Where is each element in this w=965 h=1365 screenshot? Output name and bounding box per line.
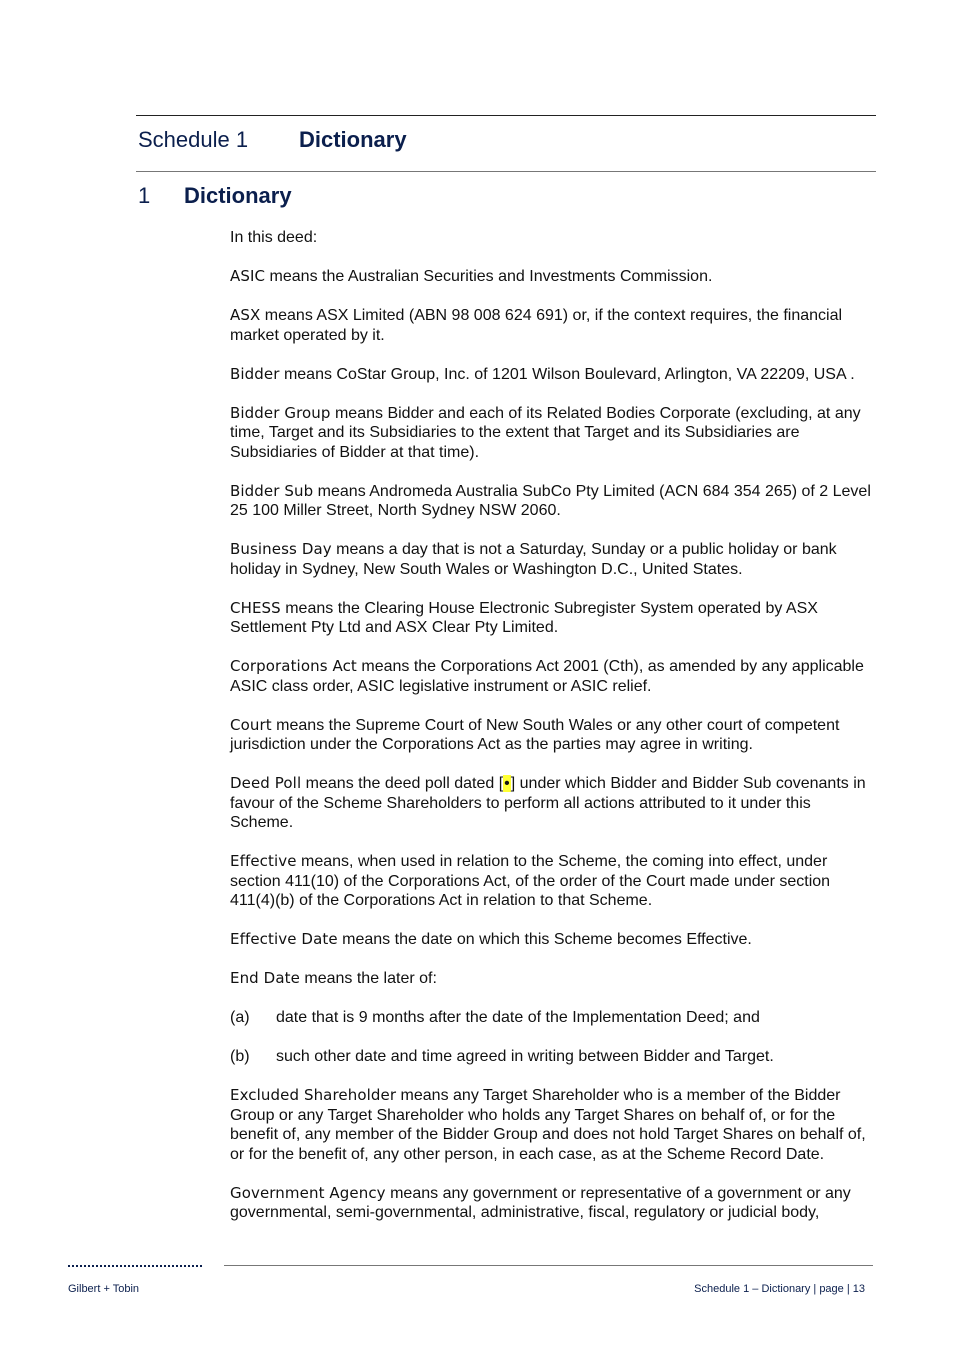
section-number: 1: [138, 183, 151, 208]
footer-firm-name: Gilbert + Tobin: [68, 1283, 140, 1295]
list-item-text: such other date and time agreed in writing between Bidder and Target.: [276, 1048, 774, 1065]
schedule-title: Dictionary: [299, 127, 407, 152]
definition-asic: [230, 267, 875, 287]
defined-term: Corporations Act: [230, 657, 357, 675]
definition-text: means, when used in relation to the Scheme, the coming into effect, under section 411(10) of the Corporations Act, of the order of the Court made under section 411(4)(b) of the Corporations Act in relation to that Scheme.: [230, 853, 831, 909]
definition-chess: [230, 599, 875, 638]
footer-rule: [224, 1265, 873, 1266]
defined-term: Effective Date: [230, 930, 338, 948]
dictionary-body: [230, 228, 875, 1242]
defined-term: Bidder: [230, 364, 280, 383]
defined-term: End Date: [230, 969, 300, 987]
definition-text: means the Clearing House Electronic Subregister System operated by ASX Settlement Pty Ltd and ASX Clear Pty Limited.: [230, 599, 818, 636]
header-top-rule: [136, 115, 876, 116]
placeholder-highlight: •: [504, 775, 510, 792]
definition-text: ] under which Bidder and Bidder Sub covenants in favour of the Scheme Shareholders to perform all actions attributed to it under this Scheme.: [230, 775, 866, 831]
defined-term: Government Agency: [230, 1183, 386, 1202]
definition-text: means the deed poll dated [: [301, 775, 504, 792]
list-item: [230, 1008, 875, 1028]
defined-term: CHESS: [230, 598, 281, 617]
defined-term: ASX: [230, 306, 261, 324]
definition-text: means a day that is not a Saturday, Sunday or a public holiday or bank holiday in Sydney, New South Wales or Washington D.C., United States.: [230, 541, 837, 578]
definition-text: means Andromeda Australia SubCo Pty Limited (ACN 684 354 265) of 2 Level 25 100 Miller Street, North Sydney NSW 2060.: [230, 482, 871, 519]
definition-effective-date: [230, 930, 875, 950]
definition-deed-poll: [230, 774, 875, 833]
definition-asx: [230, 306, 875, 345]
definition-end-date: [230, 969, 875, 989]
defined-term: Excluded Shareholder: [230, 1086, 397, 1104]
definition-effective: [230, 852, 875, 911]
definition-text: means CoStar Group, Inc. of 1201 Wilson Boulevard, Arlington, VA 22209, USA .: [279, 365, 855, 383]
definition-bidder-sub: [230, 482, 875, 521]
list-item-text: date that is 9 months after the date of the Implementation Deed; and: [276, 1009, 760, 1026]
definition-bidder-group: [230, 404, 875, 463]
definition-text: means the later of:: [299, 970, 437, 987]
definition-court: [230, 716, 875, 755]
defined-term: Bidder Group: [230, 403, 331, 422]
list-item-label: (b): [230, 1048, 250, 1065]
definition-text: means ASX Limited (ABN 98 008 624 691) or, if the context requires, the financial market operated by it.: [230, 307, 843, 344]
header-bottom-rule: [136, 171, 876, 172]
definition-business-day: [230, 540, 875, 579]
definition-text: means any government or representative of a government or any governmental, semi-governmental, administrative, fiscal, regulatory or judicial body,: [230, 1184, 851, 1221]
definition-corporations-act: [230, 657, 875, 696]
defined-term: Effective: [230, 852, 297, 870]
list-item: [230, 1047, 875, 1067]
definition-excluded-shareholder: [230, 1086, 875, 1164]
intro-text: In this deed:: [230, 229, 318, 246]
definition-text: means Bidder and each of its Related Bodies Corporate (excluding, at any time, Target and its Subsidiaries to the extent that Target and its Subsidiaries are Subsidiaries of Bidder at that time).: [230, 404, 861, 461]
definition-text: means the Corporations Act 2001 (Cth), as amended by any applicable ASIC class order, ASIC legislative instrument or ASIC relief.: [230, 658, 864, 695]
footer-dotted-rule: [68, 1265, 202, 1267]
definition-text: means any Target Shareholder who is a member of the Bidder Group or any Target Shareholder who holds any Target Shares on behalf of, or for the benefit of, any member of the Bidder Group and does not hold Target Shares on behalf of, or for the benefit of, any other person, in each case, as at the Scheme Record Date.: [230, 1087, 866, 1163]
defined-term: ASIC: [230, 267, 266, 285]
defined-term: Business Day: [230, 540, 332, 558]
definition-text: means the date on which this Scheme becomes Effective.: [337, 931, 752, 948]
definition-text: means the Supreme Court of New South Wales or any other court of competent jurisdiction under the Corporations Act as the parties may agree in writing.: [230, 716, 840, 753]
defined-term: Bidder Sub: [230, 481, 314, 500]
list-item-label: (a): [230, 1009, 250, 1026]
defined-term: Deed Poll: [230, 774, 302, 792]
schedule-number: Schedule 1: [138, 127, 249, 152]
definition-bidder: [230, 365, 875, 385]
defined-term: Court: [230, 715, 272, 734]
definition-text: means the Australian Securities and Investments Commission.: [265, 268, 713, 285]
footer-page-label: Schedule 1 – Dictionary | page | 13: [694, 1283, 865, 1295]
section-title: Dictionary: [184, 183, 292, 208]
definition-government-agency: [230, 1184, 875, 1223]
